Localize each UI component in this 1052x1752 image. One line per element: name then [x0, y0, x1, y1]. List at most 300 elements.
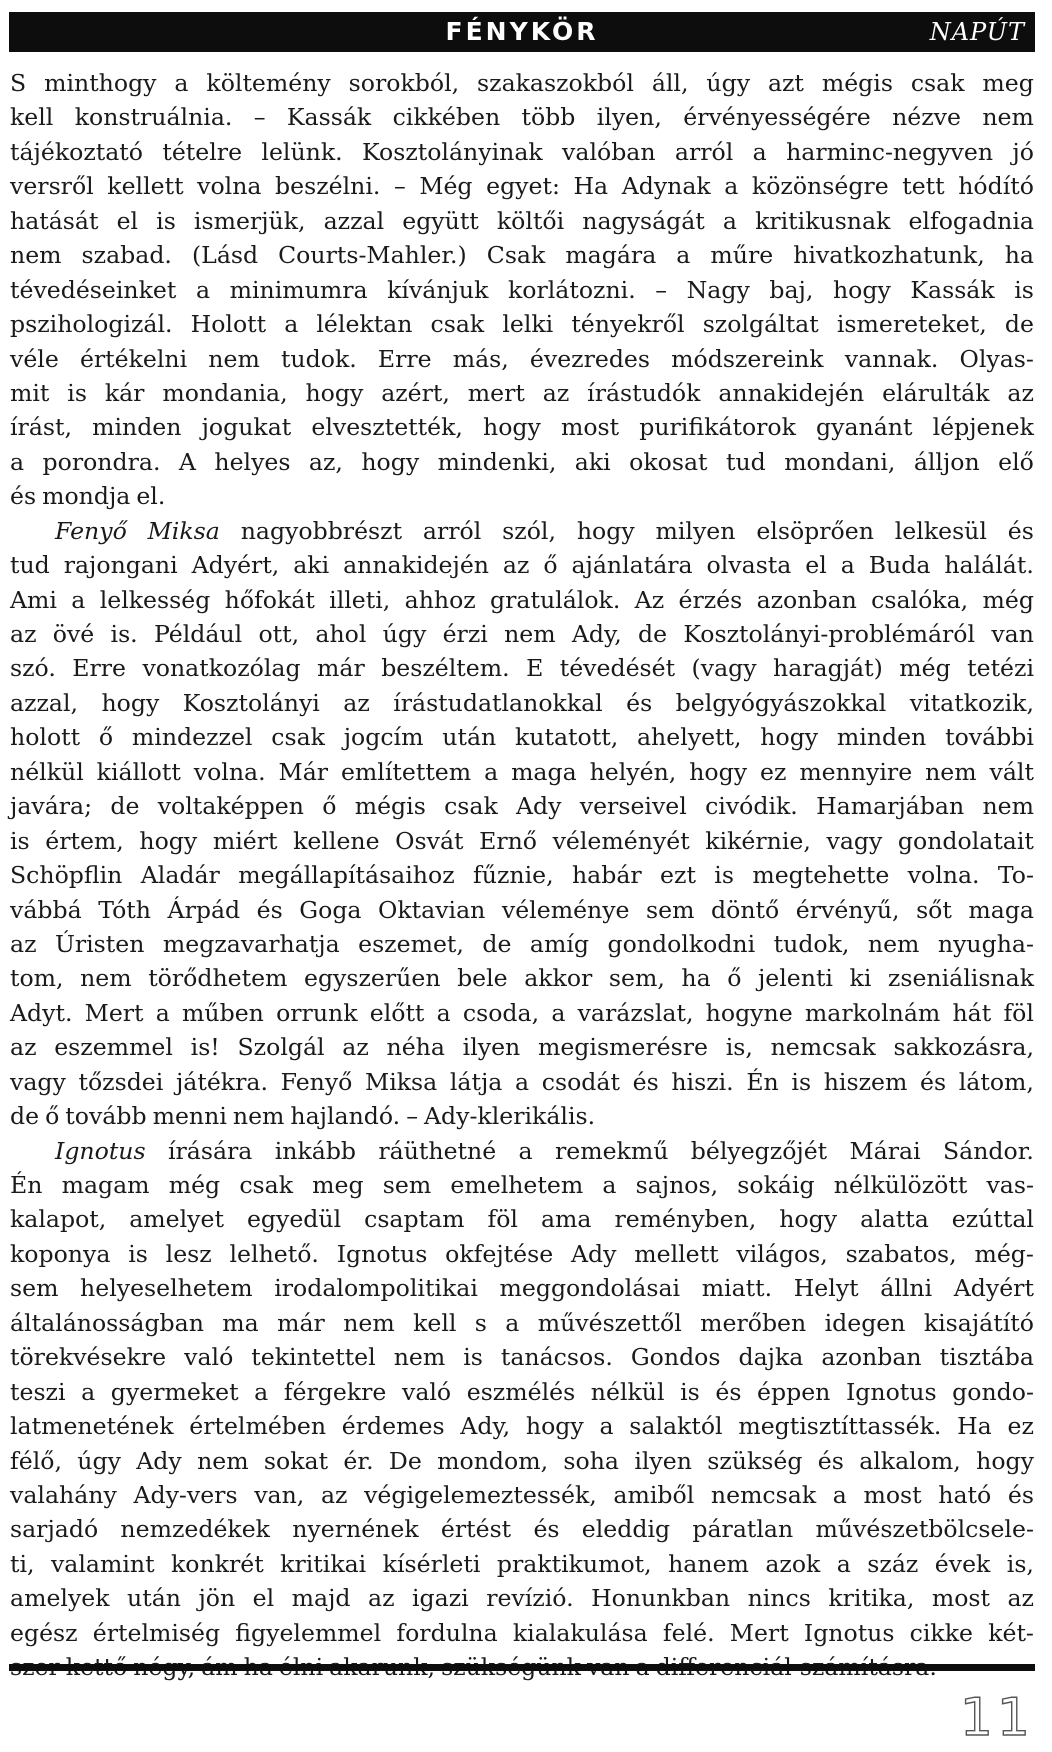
- text-line: [10, 755, 1034, 789]
- word: és: [920, 1067, 947, 1096]
- word: elfogadnia: [908, 206, 1034, 235]
- word: okfejtése: [445, 1239, 554, 1268]
- text-line: [10, 1202, 1034, 1236]
- word: véle: [10, 344, 59, 373]
- word: és: [533, 1515, 560, 1544]
- word: latmenetének: [10, 1412, 174, 1441]
- word: éppen: [757, 1377, 831, 1406]
- footer-rule: [9, 1664, 1035, 1671]
- word: Hamarjában: [816, 792, 965, 821]
- word: is: [680, 1377, 700, 1406]
- word: sakkozásra,: [893, 1033, 1034, 1062]
- word: nem: [393, 1343, 446, 1372]
- word: is!: [190, 1033, 220, 1062]
- text-line: [10, 824, 1034, 858]
- word: –: [406, 1102, 418, 1131]
- word: belgyógyászokkal: [675, 688, 887, 717]
- word: nincs: [747, 1584, 811, 1613]
- word: Az: [634, 585, 665, 614]
- word: hogy: [832, 275, 891, 304]
- word: most: [931, 1584, 990, 1613]
- word: hajlandó.: [290, 1102, 401, 1131]
- word: azonban: [821, 1343, 922, 1372]
- word: tud: [725, 447, 766, 476]
- word: valamint: [50, 1549, 155, 1578]
- word: haragját): [773, 654, 883, 683]
- word: száz: [867, 1549, 919, 1578]
- word: gyanánt: [816, 413, 913, 442]
- word: praktikumot,: [496, 1549, 652, 1578]
- word: hogy: [976, 1446, 1034, 1475]
- word: Ady,: [571, 620, 622, 648]
- word: is,: [1006, 1549, 1034, 1578]
- word: nagyobbrészt: [240, 516, 403, 545]
- word: mennyire: [799, 757, 913, 786]
- word: az: [10, 1033, 37, 1062]
- word: még: [899, 654, 951, 683]
- word: nem: [343, 1308, 395, 1337]
- word: gondo-: [952, 1377, 1034, 1406]
- word: E: [526, 654, 544, 683]
- word: hogy: [305, 378, 364, 407]
- word: kikérnie,: [705, 826, 811, 855]
- word: majd: [291, 1584, 351, 1613]
- text-line: [10, 789, 1034, 823]
- word: –: [393, 172, 406, 201]
- word: néha: [386, 1033, 445, 1062]
- word: mindenki,: [437, 447, 557, 476]
- word: hivatkozhatunk,: [793, 241, 985, 270]
- word: nem: [982, 103, 1034, 132]
- word: megtehette: [752, 861, 890, 890]
- word: Ady: [516, 792, 562, 821]
- word: előtt: [369, 998, 425, 1027]
- word: ma: [222, 1308, 259, 1337]
- word: meg: [312, 1171, 364, 1199]
- word: eszmélés: [466, 1377, 576, 1406]
- word: után: [127, 1584, 181, 1613]
- word: Sándor.: [942, 1136, 1034, 1165]
- word: érzi: [442, 620, 488, 648]
- word: miatt.: [701, 1274, 773, 1303]
- word: de: [10, 1102, 40, 1131]
- word: lelki: [502, 310, 554, 339]
- word: az: [542, 378, 570, 407]
- word: olvasta: [706, 551, 792, 580]
- word: nem: [208, 344, 260, 373]
- word: csoda,: [462, 998, 540, 1027]
- word: szakaszokból: [477, 69, 634, 97]
- word: sokáig: [737, 1171, 815, 1199]
- text-line: [10, 169, 1034, 203]
- text-line: [10, 307, 1034, 341]
- word: a: [484, 757, 499, 786]
- word: alatta: [860, 1205, 929, 1234]
- word: is,: [725, 1033, 753, 1062]
- word: a: [254, 1377, 269, 1406]
- word: volna.: [907, 861, 980, 890]
- word: is: [1014, 275, 1034, 304]
- text-line: [10, 1340, 1034, 1374]
- word: szükség: [707, 1446, 803, 1475]
- word: az: [368, 1584, 395, 1613]
- word: annakidején: [343, 551, 489, 580]
- word: azért,: [381, 378, 450, 407]
- word: illeti,: [329, 585, 391, 614]
- word: lelhető.: [229, 1239, 319, 1268]
- word: vagy: [10, 1067, 66, 1096]
- word: tévedéseinket: [10, 275, 177, 304]
- word: költemény: [206, 69, 331, 97]
- word: de: [637, 620, 668, 648]
- word: Ady: [136, 1446, 182, 1475]
- word: véleményét: [552, 826, 690, 855]
- word: lelkesül: [894, 516, 987, 545]
- text-line: [10, 996, 1034, 1030]
- text-line: [10, 1444, 1034, 1478]
- word: tekintettel: [251, 1343, 376, 1372]
- word: Mert: [84, 998, 144, 1027]
- word: de: [482, 929, 512, 958]
- word: hogy: [483, 413, 541, 442]
- word: ő: [98, 723, 114, 752]
- word: beszélni.: [275, 172, 381, 201]
- word: tudok,: [773, 929, 850, 958]
- word: –: [655, 275, 668, 304]
- word: írást,: [10, 413, 72, 442]
- word: nem: [925, 757, 977, 786]
- word: Ami: [10, 585, 57, 614]
- word: csaptam: [364, 1205, 465, 1234]
- word: két-: [988, 1618, 1034, 1647]
- word: gyermeket: [110, 1377, 239, 1406]
- word: konkrét: [171, 1549, 264, 1578]
- word: habár: [571, 861, 642, 890]
- word: maga: [968, 895, 1034, 924]
- word: sem: [646, 895, 695, 924]
- word: most: [863, 1480, 922, 1509]
- word: magára: [565, 241, 657, 270]
- word: korlátozni.: [507, 275, 636, 304]
- word: nem: [197, 1446, 249, 1475]
- word: De: [388, 1446, 422, 1475]
- word: sorokból,: [348, 69, 460, 97]
- word: döntő: [711, 895, 780, 924]
- word: ahhoz: [404, 585, 476, 614]
- word: volna.: [193, 757, 266, 786]
- word: a: [518, 1136, 533, 1165]
- word: hogyne: [705, 998, 793, 1027]
- word: Schöpflin: [10, 861, 123, 890]
- word: felé.: [662, 1618, 715, 1647]
- word: írástudók: [587, 378, 701, 407]
- word: véleménye: [501, 895, 630, 924]
- word: is: [67, 378, 87, 407]
- word: ő: [727, 964, 742, 993]
- text-line: [10, 1134, 1034, 1168]
- text-line: [10, 686, 1034, 720]
- word: még: [168, 1171, 221, 1199]
- word: maga: [511, 757, 577, 786]
- word: az: [10, 620, 37, 648]
- word: játékra.: [175, 1067, 268, 1096]
- word: és: [1007, 516, 1034, 545]
- word: lesz: [165, 1239, 212, 1268]
- word: nagyságát: [582, 206, 705, 235]
- word: és: [1007, 1480, 1034, 1509]
- header-bar: [9, 12, 1035, 52]
- word: az: [320, 1480, 348, 1509]
- word: is: [791, 1067, 812, 1096]
- word: Én: [10, 1171, 43, 1199]
- word: Kosztolányi: [182, 688, 320, 717]
- word: ahol: [315, 620, 367, 648]
- word: való: [401, 1377, 452, 1406]
- text-line: [10, 548, 1034, 582]
- word: hogy: [689, 757, 748, 786]
- word: végigelemeztessék,: [364, 1480, 597, 1509]
- word: rajongani: [63, 551, 178, 580]
- word: lélektan: [316, 310, 413, 339]
- word: Oktavian: [378, 895, 486, 924]
- word: ott,: [258, 620, 300, 648]
- text-line: [10, 1271, 1034, 1305]
- word: kialakulása: [512, 1618, 648, 1647]
- word: helyes: [214, 447, 291, 476]
- word: mondani,: [784, 447, 896, 476]
- word: inkább: [274, 1136, 357, 1165]
- word: Kassák: [910, 275, 995, 304]
- word: meg: [982, 69, 1034, 97]
- word: tájékoztató: [10, 137, 143, 166]
- word: értelmiség: [92, 1618, 221, 1647]
- word: elárulták: [882, 378, 990, 407]
- word: érdemes: [341, 1412, 445, 1441]
- word: el.: [136, 482, 166, 511]
- word: övé: [52, 620, 95, 648]
- word: dajka: [738, 1343, 804, 1372]
- word: kritika,: [828, 1584, 915, 1613]
- word: csalóka,: [871, 585, 969, 614]
- word: de: [110, 792, 140, 821]
- text-line: [10, 1616, 1034, 1650]
- word: nyugha-: [937, 929, 1034, 958]
- word: vas-: [986, 1171, 1034, 1199]
- word: ama: [540, 1205, 592, 1234]
- word: hogy: [576, 516, 635, 545]
- word: a: [284, 310, 299, 339]
- text-line: [10, 238, 1034, 272]
- word: a: [602, 1171, 617, 1199]
- word: valahány: [10, 1480, 117, 1509]
- word: az,: [308, 447, 343, 476]
- word: is: [10, 826, 30, 855]
- text-line: [10, 1237, 1034, 1271]
- word: –: [253, 103, 266, 132]
- word: verseivel: [579, 792, 687, 821]
- word: tanácsos.: [500, 1343, 613, 1372]
- word: kell: [10, 103, 54, 132]
- text-line: [10, 961, 1034, 995]
- word: közönségre: [751, 172, 889, 201]
- word: értékelni: [79, 344, 188, 373]
- word: Ha: [573, 172, 609, 201]
- word: fűznie,: [473, 861, 554, 890]
- word: emelhetem: [450, 1171, 584, 1199]
- word: az: [343, 688, 370, 717]
- word: vannak.: [844, 344, 939, 373]
- text-line: [10, 1375, 1034, 1409]
- word: ha: [681, 964, 711, 993]
- text-line: [10, 858, 1034, 892]
- word: aki: [293, 551, 330, 580]
- word: az: [502, 551, 530, 580]
- word: ahelyett,: [636, 723, 742, 752]
- word: eleddig: [581, 1515, 671, 1544]
- text-line: [10, 1478, 1034, 1512]
- text-line: [10, 1581, 1034, 1615]
- word: nemcsak: [710, 1480, 817, 1509]
- word: Aladár: [140, 861, 220, 890]
- word: szabad.: [81, 241, 172, 270]
- word: vált: [989, 757, 1034, 786]
- word: férgekre: [283, 1377, 387, 1406]
- word: több: [521, 103, 576, 132]
- word: figyelemmel: [235, 1618, 382, 1647]
- word: s: [474, 1308, 487, 1337]
- word: tényekről: [571, 310, 685, 339]
- word: ő: [322, 792, 337, 821]
- word: Adyt.: [10, 998, 73, 1027]
- word: mellett: [634, 1239, 719, 1268]
- word: Ignotus: [845, 1377, 937, 1406]
- word: bele: [457, 964, 508, 993]
- word: kívánjuk: [387, 275, 489, 304]
- word: Adyért,: [191, 551, 280, 580]
- word: van: [991, 620, 1034, 648]
- word: hiszi.: [671, 1067, 734, 1096]
- word: helyeselhetem: [80, 1274, 253, 1303]
- word: a: [599, 1412, 614, 1441]
- word: minden: [836, 723, 927, 752]
- word: sem: [10, 1274, 59, 1303]
- word: páratlan: [692, 1515, 794, 1544]
- word: már: [277, 1308, 325, 1337]
- word: úgy: [706, 69, 751, 97]
- word: nélkül: [10, 757, 84, 786]
- word: Én: [746, 1067, 779, 1096]
- word: konstruálnia.: [74, 103, 233, 132]
- word: Helyt: [793, 1274, 859, 1303]
- word: egyet:: [486, 172, 560, 201]
- word: csak: [444, 792, 498, 821]
- word: kritikusnak: [755, 206, 891, 235]
- word: a: [551, 998, 566, 1027]
- word: azzal,: [10, 688, 79, 717]
- word: a: [10, 447, 25, 476]
- paragraph: [10, 1134, 1034, 1685]
- word: ráüthetné: [378, 1136, 497, 1165]
- word: cikke: [909, 1618, 973, 1647]
- word: sőt: [916, 895, 952, 924]
- word: a: [436, 998, 451, 1027]
- word: elvesztették,: [311, 413, 463, 442]
- word: beszéltem.: [381, 654, 510, 683]
- word: Osvát: [395, 826, 464, 855]
- word: Már: [278, 757, 329, 786]
- word: ilyen: [634, 1446, 692, 1475]
- word: művészetbölcsele-: [815, 1515, 1034, 1544]
- text-line: [10, 342, 1034, 376]
- word: Ernő: [479, 826, 537, 855]
- word: Tóth: [98, 895, 151, 924]
- text-line: [10, 651, 1034, 685]
- word: Buda: [868, 551, 931, 580]
- word: érzés: [678, 585, 743, 614]
- word: mondom,: [437, 1446, 549, 1475]
- word: Adyért: [953, 1274, 1034, 1303]
- word: pszihologizál.: [10, 310, 173, 339]
- word: a: [515, 1067, 530, 1096]
- word: milyen: [655, 516, 736, 545]
- word: hőfokát: [224, 585, 315, 614]
- word: kritikai: [280, 1549, 367, 1578]
- word: vagy: [826, 826, 883, 855]
- word: megtisztíttassék.: [738, 1412, 942, 1441]
- word: eszemmel: [54, 1033, 173, 1062]
- word: azt: [767, 69, 804, 97]
- word: hogy: [101, 688, 160, 717]
- word: törődhetem: [148, 964, 288, 993]
- text-line: [10, 204, 1034, 238]
- text-line: [10, 100, 1034, 134]
- word: ez: [759, 757, 787, 786]
- word: sem: [382, 1171, 432, 1199]
- word: hogy: [525, 1412, 584, 1441]
- word: cikkében: [392, 103, 501, 132]
- word: föl: [1003, 998, 1034, 1027]
- word: bélyegzőjét: [690, 1136, 828, 1165]
- word: tisztába: [939, 1343, 1034, 1372]
- word: Erre: [377, 344, 432, 373]
- word: remekmű: [554, 1136, 669, 1165]
- word: föl: [487, 1205, 518, 1234]
- word: megzavarhatja: [162, 929, 340, 958]
- word: a: [840, 551, 855, 580]
- text-line: [10, 410, 1034, 444]
- word: egyedül: [246, 1205, 342, 1234]
- word: tévedését: [559, 654, 676, 683]
- word: egész: [10, 1618, 78, 1647]
- word: Honunkban: [591, 1584, 731, 1613]
- word: halálát.: [944, 551, 1034, 580]
- word: most: [560, 413, 620, 442]
- word: nem: [80, 964, 132, 993]
- word: csak: [271, 723, 325, 752]
- word: Miksa: [147, 516, 220, 545]
- word: ti,: [10, 1549, 35, 1578]
- word: mit: [10, 378, 50, 407]
- word: ő: [543, 551, 558, 580]
- word: évek: [934, 1549, 991, 1578]
- word: és: [715, 1377, 742, 1406]
- word: sajnos,: [635, 1171, 719, 1199]
- text-line: [10, 135, 1034, 169]
- word: hogy: [760, 723, 819, 752]
- word: értem,: [45, 826, 124, 855]
- word: holott: [10, 723, 81, 752]
- word: Nagy: [686, 275, 750, 304]
